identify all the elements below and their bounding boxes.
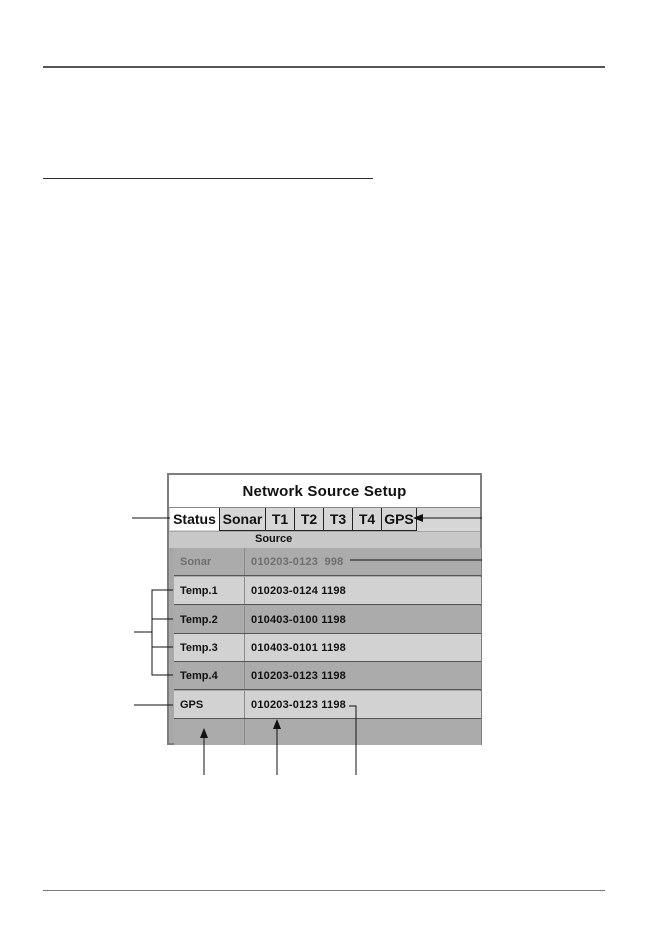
screen-title: Network Source Setup — [169, 475, 480, 507]
row-source-value: 010203-0123 1198 — [251, 699, 346, 711]
row-source-value: 010203-0123 1198 — [251, 670, 346, 682]
row-source-value: 010403-0100 1198 — [251, 614, 346, 626]
row-name: Temp.2 — [180, 614, 218, 626]
tab-sonar[interactable]: Sonar — [219, 508, 266, 530]
page-bottom-rule — [43, 890, 605, 891]
tab-t4[interactable]: T4 — [352, 508, 382, 530]
row-name: Sonar — [180, 556, 212, 568]
tab-gps[interactable]: GPS — [381, 508, 417, 530]
tab-status[interactable]: Status — [170, 508, 219, 530]
tab-t3[interactable]: T3 — [323, 508, 353, 530]
row-source-value: 010403-0101 1198 — [251, 642, 346, 654]
source-column-label: Source — [255, 533, 293, 545]
row-name: Temp.4 — [180, 670, 218, 682]
row-source-value: 010203-0123 998 — [251, 556, 344, 568]
row-name: GPS — [180, 699, 204, 711]
callout-temp-bracket — [152, 590, 173, 675]
row-name: Temp.3 — [180, 642, 218, 654]
tab-t2[interactable]: T2 — [294, 508, 324, 530]
callout-source-value — [349, 706, 356, 775]
tab-t1[interactable]: T1 — [265, 508, 295, 530]
row-source-value: 010203-0124 1198 — [251, 585, 346, 597]
row-name: Temp.1 — [180, 585, 218, 597]
